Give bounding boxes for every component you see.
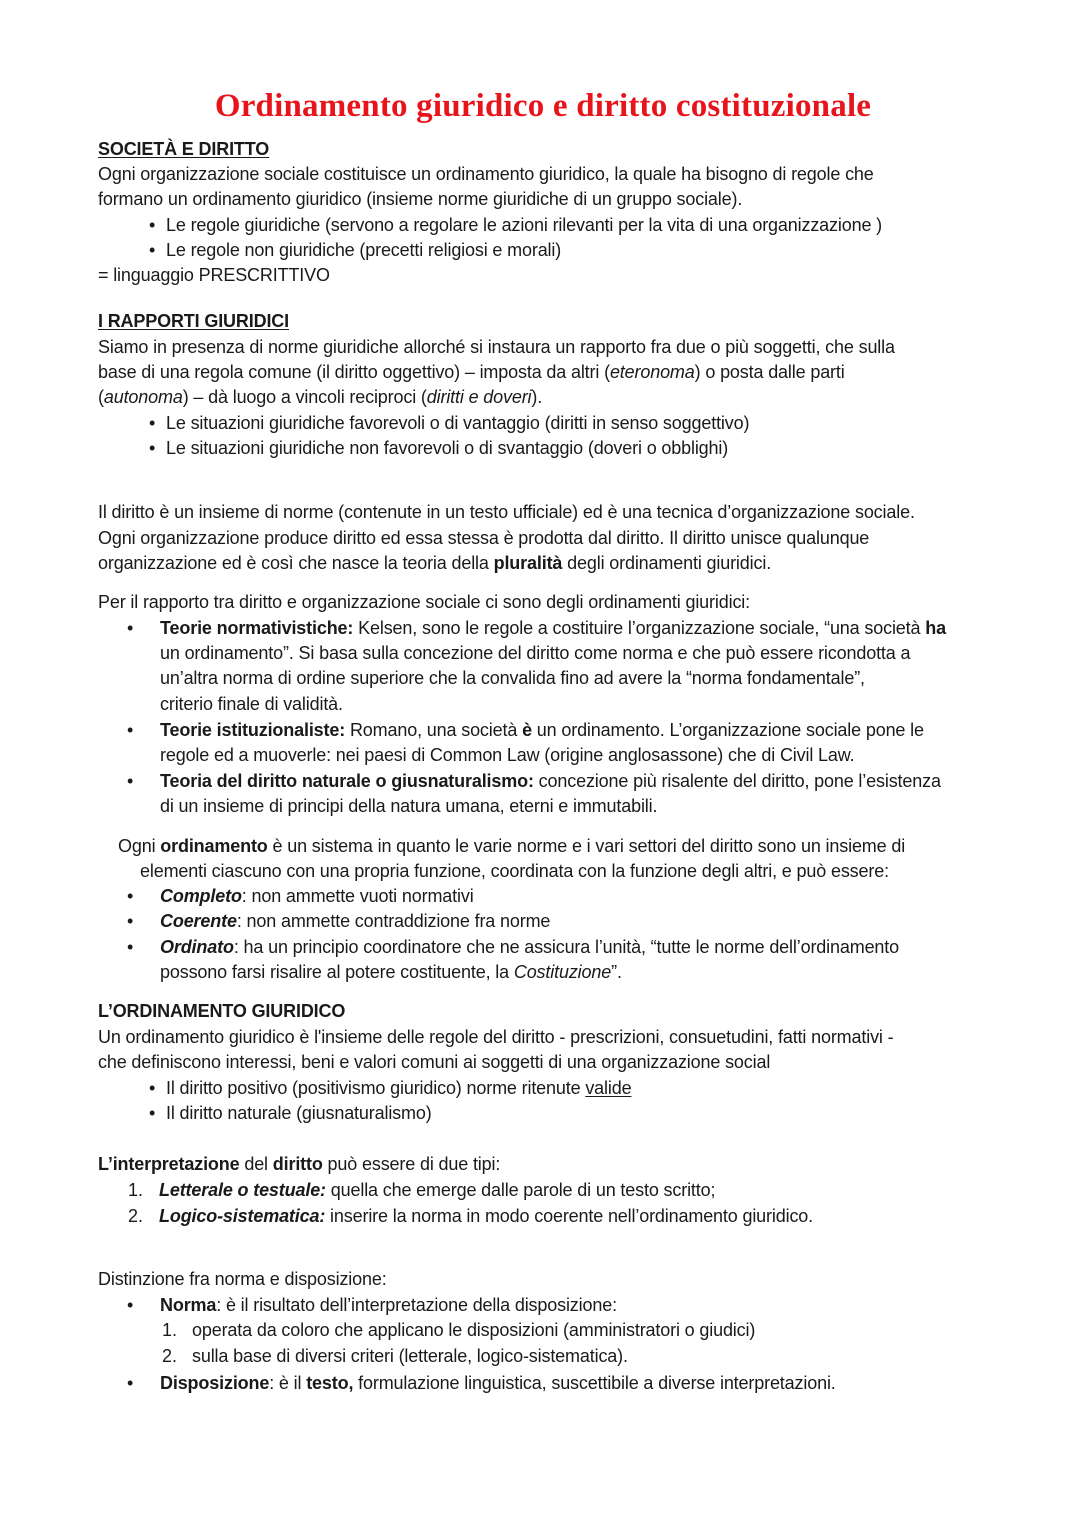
list-item [166, 237, 561, 263]
list-number: 2. [162, 1346, 178, 1366]
list-number: 2. [128, 1206, 144, 1226]
text-line [98, 589, 750, 615]
text-run: Letterale o testuale: [159, 1180, 326, 1200]
list-item [160, 1292, 617, 1318]
text-run: formulazione linguistica, suscettibile a diverse interpretazioni. [353, 1373, 836, 1393]
text-run: Un ordinamento giuridico è l'insieme delle regole del diritto - prescrizioni, consuetudini, fatti normativi - [98, 1027, 894, 1047]
text-run: : ha un principio coordinatore che ne assicura l’unità, “tutte le norme dell’ordinamento [233, 937, 899, 957]
bullet-icon: • [127, 911, 134, 931]
text-run: Ogni organizzazione sociale costituisce un ordinamento giuridico, la quale ha bisogno di regole che [98, 164, 874, 184]
text-run: un ordinamento. L’organizzazione sociale pone le [531, 720, 924, 740]
list-item [160, 717, 924, 743]
text-run: Le situazioni giuridiche non favorevoli o di svantaggio (doveri o obblighi) [166, 438, 729, 458]
text-run: Logico-sistematica: [159, 1206, 326, 1226]
text-run: Siamo in presenza di norme giuridiche allorché si instaura un rapporto fra due o più soggetti, che sulla [98, 337, 895, 357]
text-run: Le situazioni giuridiche favorevoli o di vantaggio (diritti in senso soggettivo) [166, 413, 750, 433]
text-run: Kelsen, sono le regole a costituire l’organizzazione sociale, “una società [353, 618, 926, 638]
text-run: quella che emerge dalle parole di un testo scritto; [325, 1180, 716, 1200]
text-line [98, 1266, 387, 1292]
text-run: Norma [160, 1295, 217, 1315]
text-run: Teorie istituzionaliste: [160, 720, 346, 740]
text-run: è [522, 720, 532, 740]
text-run: Coerente [160, 911, 237, 931]
list-item [166, 212, 882, 238]
text-run: ha [925, 618, 946, 638]
text-run: Il diritto positivo (positivismo giuridico) norme ritenute [166, 1078, 586, 1098]
bullet-icon: • [127, 720, 134, 740]
text-run: ”. [611, 962, 622, 982]
text-run: un’altra norma di ordine superiore che la convalida fino ad avere la “norma fondamentale”, [160, 668, 865, 688]
text-run: ) o posta dalle parti [694, 362, 845, 382]
bullet-icon: • [149, 215, 156, 235]
text-run: Ogni organizzazione produce diritto ed essa stessa è prodotta dal diritto. Il diritto unisce qualunque [98, 528, 870, 548]
text-run: testo, [306, 1373, 354, 1393]
section-heading [98, 998, 345, 1024]
text-run: = linguaggio PRESCRITTIVO [98, 265, 330, 285]
list-number: 1. [128, 1180, 144, 1200]
text-run: diritto [272, 1154, 323, 1174]
bullet-icon: • [127, 1373, 134, 1393]
text-line [98, 359, 845, 385]
text-line [98, 1049, 770, 1075]
text-run: degli ordinamenti giuridici. [562, 553, 772, 573]
text-run: Le regole giuridiche (servono a regolare le azioni rilevanti per la vita di una organizzazione ) [166, 215, 883, 235]
text-run: è un sistema in quanto le varie norme e i vari settori del diritto sono un insieme di [267, 836, 906, 856]
text-run: organizzazione ed è così che nasce la teoria della [98, 553, 494, 573]
list-item [159, 1177, 715, 1203]
text-run: Per il rapporto tra diritto e organizzazione sociale ci sono degli ordinamenti giuridici: [98, 592, 750, 612]
bullet-icon: • [149, 1103, 156, 1123]
list-item [160, 908, 550, 934]
text-line [98, 1151, 500, 1177]
text-line [98, 334, 895, 360]
text-run: può essere di due tipi: [322, 1154, 501, 1174]
text-run: Teorie normativistiche: [160, 618, 354, 638]
list-item [160, 934, 899, 960]
text-line [98, 499, 915, 525]
text-run: possono farsi risalire al potere costituente, la [160, 962, 514, 982]
text-line [160, 793, 657, 819]
list-item [166, 1075, 631, 1101]
bullet-icon: • [149, 240, 156, 260]
text-line [98, 262, 330, 288]
text-line [98, 525, 869, 551]
text-line [160, 742, 854, 768]
text-run: : è il [269, 1373, 307, 1393]
text-run: operata da coloro che applicano le disposizioni (amministratori o giudici) [192, 1320, 756, 1340]
text-run: : non ammette contraddizione fra norme [236, 911, 551, 931]
list-item [160, 1370, 836, 1396]
text-run: Ogni [118, 836, 161, 856]
text-run: che definiscono interessi, beni e valori comuni ai soggetti di una organizzazione social [98, 1052, 771, 1072]
text-run: diritti e doveri [426, 387, 532, 407]
text-line [140, 858, 889, 884]
text-line [98, 550, 771, 576]
text-run: Completo [160, 886, 242, 906]
text-run: regole ed a muoverle: nei paesi di Common Law (origine anglosassone) che di Civil Law. [160, 745, 855, 765]
text-run: Il diritto è un insieme di norme (contenute in un testo ufficiale) ed è una tecnica d’organizzazione sociale. [98, 502, 915, 522]
text-line [98, 186, 742, 212]
bullet-icon: • [127, 771, 134, 791]
text-run: autonoma [103, 387, 183, 407]
bullet-icon: • [149, 438, 156, 458]
text-line [160, 640, 910, 666]
text-run: criterio finale di validità. [160, 694, 343, 714]
text-run: un ordinamento”. Si basa sulla concezione del diritto come norma e che può essere ricondotta a [160, 643, 911, 663]
text-run: base di una regola comune (il diritto oggettivo) – imposta da altri ( [98, 362, 610, 382]
text-run: Teoria del diritto naturale o giusnaturalismo: [160, 771, 534, 791]
bullet-icon: • [127, 1295, 134, 1315]
section-heading [98, 308, 289, 334]
bullet-icon: • [149, 1078, 156, 1098]
text-run: I RAPPORTI GIURIDICI [98, 311, 290, 331]
text-run: Il diritto naturale (giusnaturalismo) [166, 1103, 432, 1123]
document-title: Ordinamento giuridico e diritto costituzionale [214, 88, 872, 124]
text-run: Distinzione fra norma e disposizione: [98, 1269, 387, 1289]
text-line [98, 161, 874, 187]
list-item [159, 1203, 813, 1229]
list-item [160, 768, 941, 794]
text-run: : è il risultato dell’interpretazione della disposizione: [216, 1295, 617, 1315]
text-line [118, 833, 905, 859]
text-line [160, 665, 865, 691]
text-line [160, 959, 622, 985]
text-run: elementi ciascuno con una propria funzione, coordinata con la funzione degli altri, e può essere: [140, 861, 889, 881]
bullet-icon: • [149, 413, 156, 433]
text-run: ( [98, 387, 104, 407]
text-run: valide [585, 1078, 632, 1098]
text-run: Le regole non giuridiche (precetti religiosi e morali) [166, 240, 562, 260]
list-item [192, 1343, 628, 1369]
list-item [160, 615, 946, 641]
list-item [192, 1317, 755, 1343]
text-run: Disposizione [160, 1373, 270, 1393]
text-run: Romano, una società [345, 720, 523, 740]
text-run: L’interpretazione [98, 1154, 240, 1174]
text-line [160, 691, 343, 717]
text-line [98, 1024, 893, 1050]
text-run: L’ORDINAMENTO GIURIDICO [98, 1001, 346, 1021]
text-run: inserire la norma in modo coerente nell’ordinamento giuridico. [325, 1206, 814, 1226]
text-run: sulla base di diversi criteri (letterale, logico-sistematica). [192, 1346, 628, 1366]
text-run: SOCIETÀ E DIRITTO [98, 139, 270, 159]
list-item [166, 435, 728, 461]
list-number: 1. [162, 1320, 178, 1340]
text-run: : non ammette vuoti normativi [241, 886, 474, 906]
text-run: concezione più risalente del diritto, pone l’esistenza [533, 771, 941, 791]
list-item [160, 883, 474, 909]
text-run: Costituzione [513, 962, 612, 982]
text-run: formano un ordinamento giuridico (insieme norme giuridiche di un gruppo sociale). [98, 189, 743, 209]
list-item [166, 1100, 432, 1126]
section-heading [98, 136, 269, 162]
text-line [98, 384, 542, 410]
text-run: del [239, 1154, 273, 1174]
bullet-icon: • [127, 618, 134, 638]
text-run: ) – dà luogo a vincoli reciproci ( [182, 387, 427, 407]
bullet-icon: • [127, 886, 134, 906]
text-run: Ordinato [160, 937, 234, 957]
text-run: eteronoma [609, 362, 695, 382]
list-item [166, 410, 749, 436]
text-run: ). [531, 387, 543, 407]
text-run: ordinamento [160, 836, 268, 856]
text-run: di un insieme di principi della natura umana, eterni e immutabili. [160, 796, 658, 816]
text-run: pluralità [493, 553, 563, 573]
bullet-icon: • [127, 937, 134, 957]
